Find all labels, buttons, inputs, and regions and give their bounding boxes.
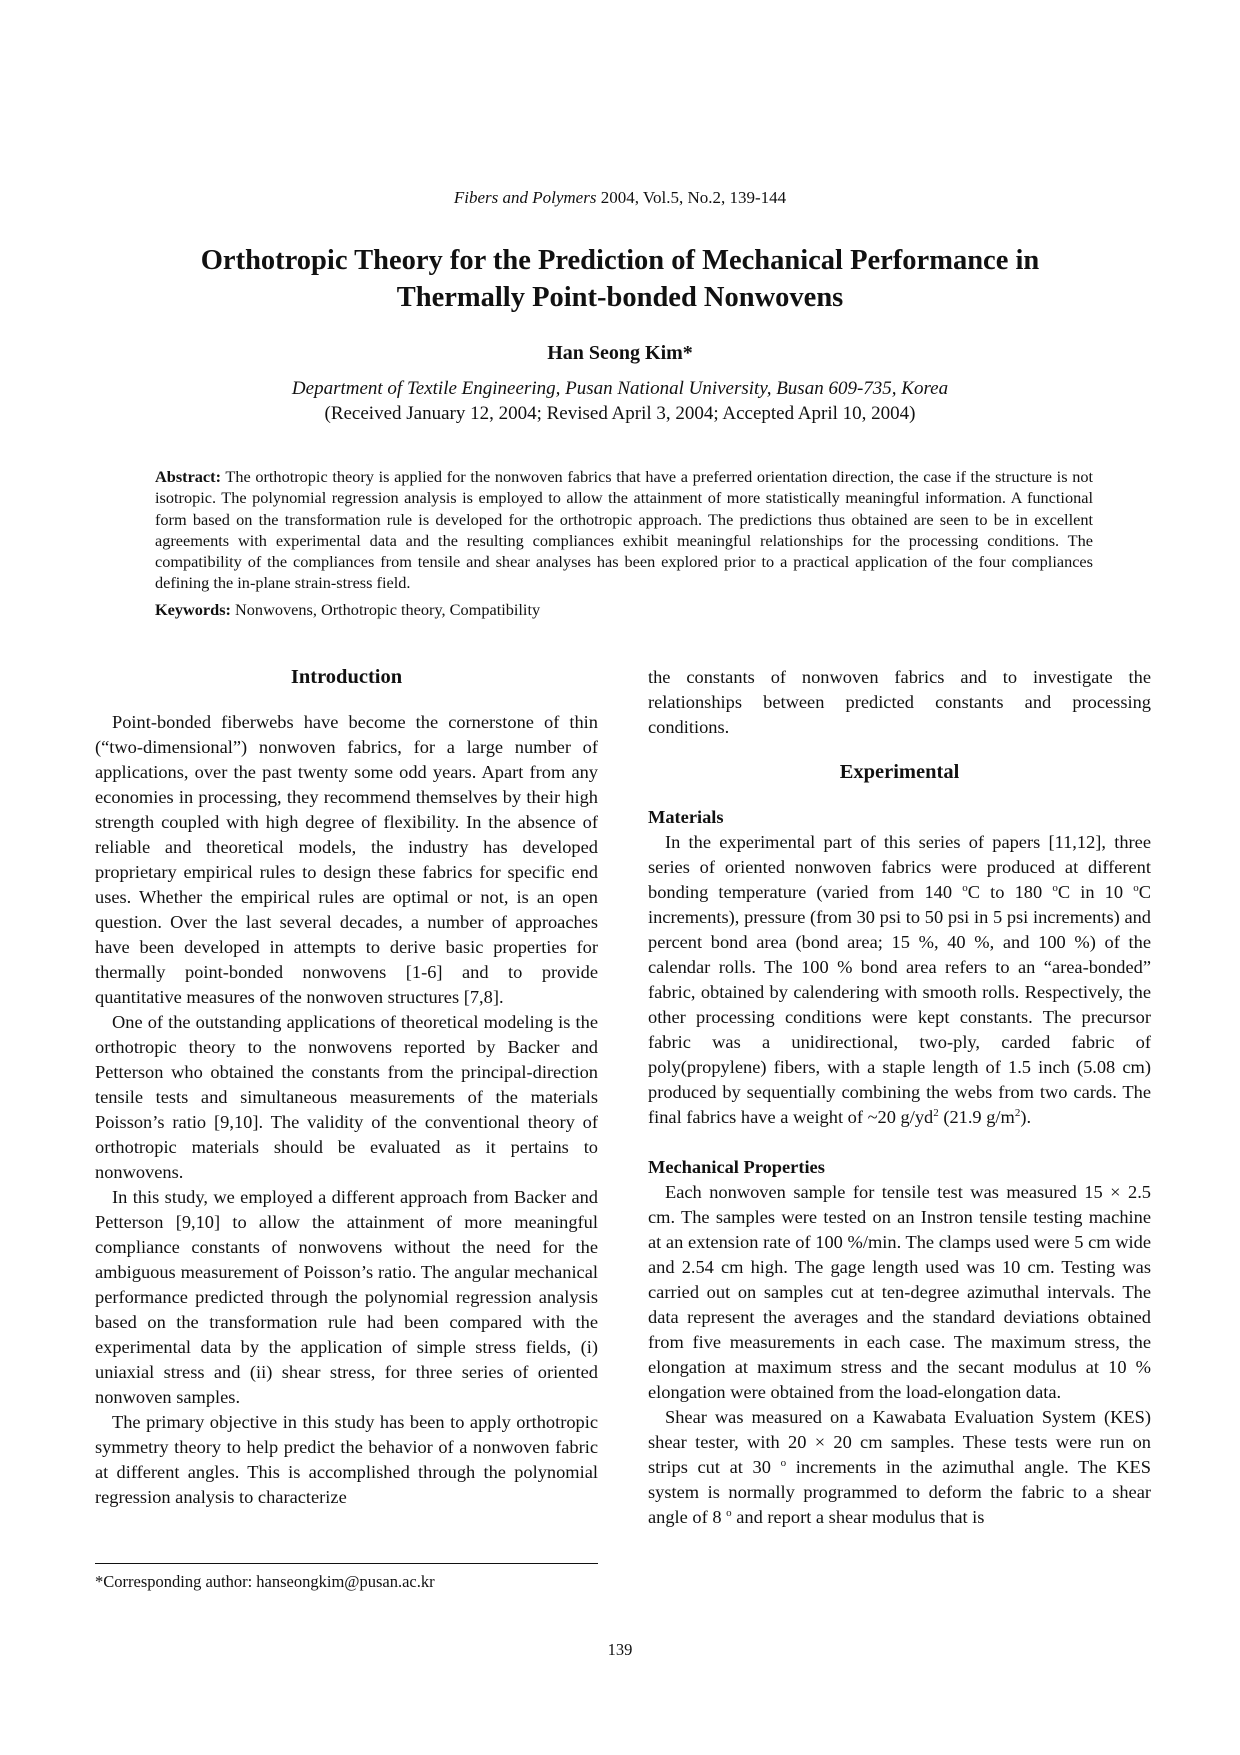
intro-continuation: the constants of nonwoven fabrics and to investigate the relationships between predicted constants and processing conditions. <box>648 667 1151 737</box>
journal-name: Fibers and Polymers <box>453 188 597 207</box>
keywords-label: Keywords: <box>155 600 231 619</box>
intro-paragraph-3: In this study, we employed a different approach from Backer and Petterson [9,10] to allow the attainment of more meaningful compliance constants of nonwovens without the need for the ambiguous measurement of Poisson’s ratio. The angular mechanical performance predicted through the polynomial regression analysis based on the transformation rule had been compared with the experimental data by the application of simple stress fields, (i) uniaxial stress and (ii) shear stress, for three series of oriented nonwoven samples. <box>95 1187 598 1407</box>
journal-citation <box>0 188 1240 208</box>
intro-paragraph-1: Point-bonded fiberwebs have become the cornerstone of thin (“two-dimensional”) nonwoven fabrics, for a large number of applications, over the past twenty some odd years. Apart from any economies in processing, they recommend themselves by their high strength coupled with high degree of flexibility. In the absence of reliable and theoretical models, the industry has developed proprietary empirical rules to design these fabrics for specific end uses. Whether the empirical rules are optimal or not, is an open question. Over the last several decades, a number of approaches have been developed in attempts to derive basic properties for thermally point-bonded nonwovens [1-6] and to provide quantitative measures of the nonwoven structures [7,8]. <box>95 712 598 1007</box>
materials-text-2: C to 180 <box>967 882 1053 902</box>
shear-text-3: and report a shear modulus that is <box>731 1507 985 1527</box>
footnote-divider <box>95 1563 598 1564</box>
intro-paragraph-2: One of the outstanding applications of theoretical modeling is the orthotropic theory to the nonwovens reported by Backer and Petterson who obtained the constants from the principal-direction tensile tests and simultaneous measurements of the materials Poisson’s ratio [9,10]. The validity of the conventional theory of orthotropic materials should be evaluated as it pertains to nonwovens. <box>95 1012 598 1182</box>
abstract <box>155 466 1093 594</box>
abstract-label: Abstract: <box>155 467 222 486</box>
degree-sup-2: o <box>1052 881 1058 894</box>
degree-sup-4: o <box>780 1456 787 1469</box>
degree-sup-5: o <box>726 1506 732 1519</box>
title-line-2: Thermally Point-bonded Nonwovens <box>396 282 844 313</box>
page-number: 139 <box>607 1640 633 1659</box>
abstract-text: The orthotropic theory is applied for the nonwoven fabrics that have a preferred orientation direction, the case if the structure is not isotropic. The polynomial regression analysis is employed to allow the attainment of more statistically meaningful information. A functional form based on the transformation rule is developed for the orthotropic approach. The predictions thus obtained are seen to be in excellent agreements with experimental data and the resulting compliances exhibit meaningful relationships for the processing conditions. The compatibility of the compliances from tensile and shear analyses has been explored prior to a practical application of the four compliances defining the in-plane strain-stress field. <box>155 467 1093 593</box>
section-heading-experimental: Experimental <box>839 761 960 783</box>
materials-text-6: ). <box>1020 1107 1032 1127</box>
degree-sup-3: o <box>1133 881 1139 894</box>
corresponding-author-footnote: *Corresponding author: hanseongkim@pusan.ac.kr <box>95 1572 435 1591</box>
materials-text-1: In the experimental part of this series of papers [11,12], three series of oriented nonwoven fabrics were produced at different bonding temperature (varied from 140 <box>648 832 1151 902</box>
journal-volume-info: 2004, Vol.5, No.2, 139-144 <box>596 188 787 207</box>
keywords <box>155 600 1093 620</box>
mechanical-paragraph-2 <box>648 1405 1151 1530</box>
right-column <box>648 665 1151 1530</box>
left-column <box>95 665 598 1510</box>
square-sup-2: 2 <box>1014 1106 1021 1119</box>
materials-text-5: (21.9 g/m <box>938 1107 1015 1127</box>
degree-sup-1: o <box>962 881 968 894</box>
subsection-heading-materials: Materials <box>648 807 724 827</box>
section-heading-introduction: Introduction <box>290 666 403 688</box>
keywords-text: Nonwovens, Orthotropic theory, Compatibility <box>230 600 541 619</box>
materials-paragraph <box>648 830 1151 1130</box>
shear-text-2: increments in the azimuthal angle. The KES system is normally programmed to deform the fabric to a shear angle of 8 <box>648 1457 1152 1527</box>
subsection-heading-mechanical-properties: Mechanical Properties <box>648 1157 825 1177</box>
author-affiliation: Department of Textile Engineering, Pusan National University, Busan 609-735, Korea <box>291 378 949 399</box>
shear-text-1: Shear was measured on a Kawabata Evaluation System (KES) shear tester, with 20 × 20 cm samples. These tests were run on strips cut at 30 <box>648 1407 1151 1477</box>
author-name: Han Seong Kim* <box>547 342 693 364</box>
square-sup-1: 2 <box>933 1106 939 1119</box>
materials-text-4: C increments), pressure (from 30 psi to 50 psi in 5 psi increments) and percent bond area (bond area; 15 %, 40 %, and 100 %) of the calendar rolls. The 100 % bond area refers to an “area-bonded” fabric, obtained by calendering with smooth rolls. Respectively, the other processing conditions were kept constants. The precursor fabric was a unidirectional, two-ply, carded fabric of poly(propylene) fibers, with a staple length of 1.5 inch (5.08 cm) produced by sequentially combining the webs from two cards. The final fabrics have a weight of ~20 g/yd <box>648 882 1151 1127</box>
title-line-1: Orthotropic Theory for the Prediction of Mechanical Performance in <box>200 245 1040 276</box>
mechanical-paragraph-1: Each nonwoven sample for tensile test was measured 15 × 2.5 cm. The samples were tested on an Instron tensile testing machine at an extension rate of 100 %/min. The clamps used were 5 cm wide and 2.54 cm high. The gage length used was 10 cm. Testing was carried out on samples cut at ten-degree azimuthal intervals. The data represent the averages and the standard deviations obtained from five measurements in each case. The maximum stress, the elongation at maximum stress and the secant modulus at 10 % elongation were obtained from the load-elongation data. <box>648 1182 1151 1402</box>
paper-title <box>120 242 1120 316</box>
intro-paragraph-4: The primary objective in this study has been to apply orthotropic symmetry theory to help predict the behavior of a nonwoven fabric at different angles. This is accomplished through the polynomial regression analysis to characterize <box>95 1412 598 1507</box>
received-dates: (Received January 12, 2004; Revised April 3, 2004; Accepted April 10, 2004) <box>324 403 916 424</box>
materials-text-3: C in 10 <box>1057 882 1134 902</box>
